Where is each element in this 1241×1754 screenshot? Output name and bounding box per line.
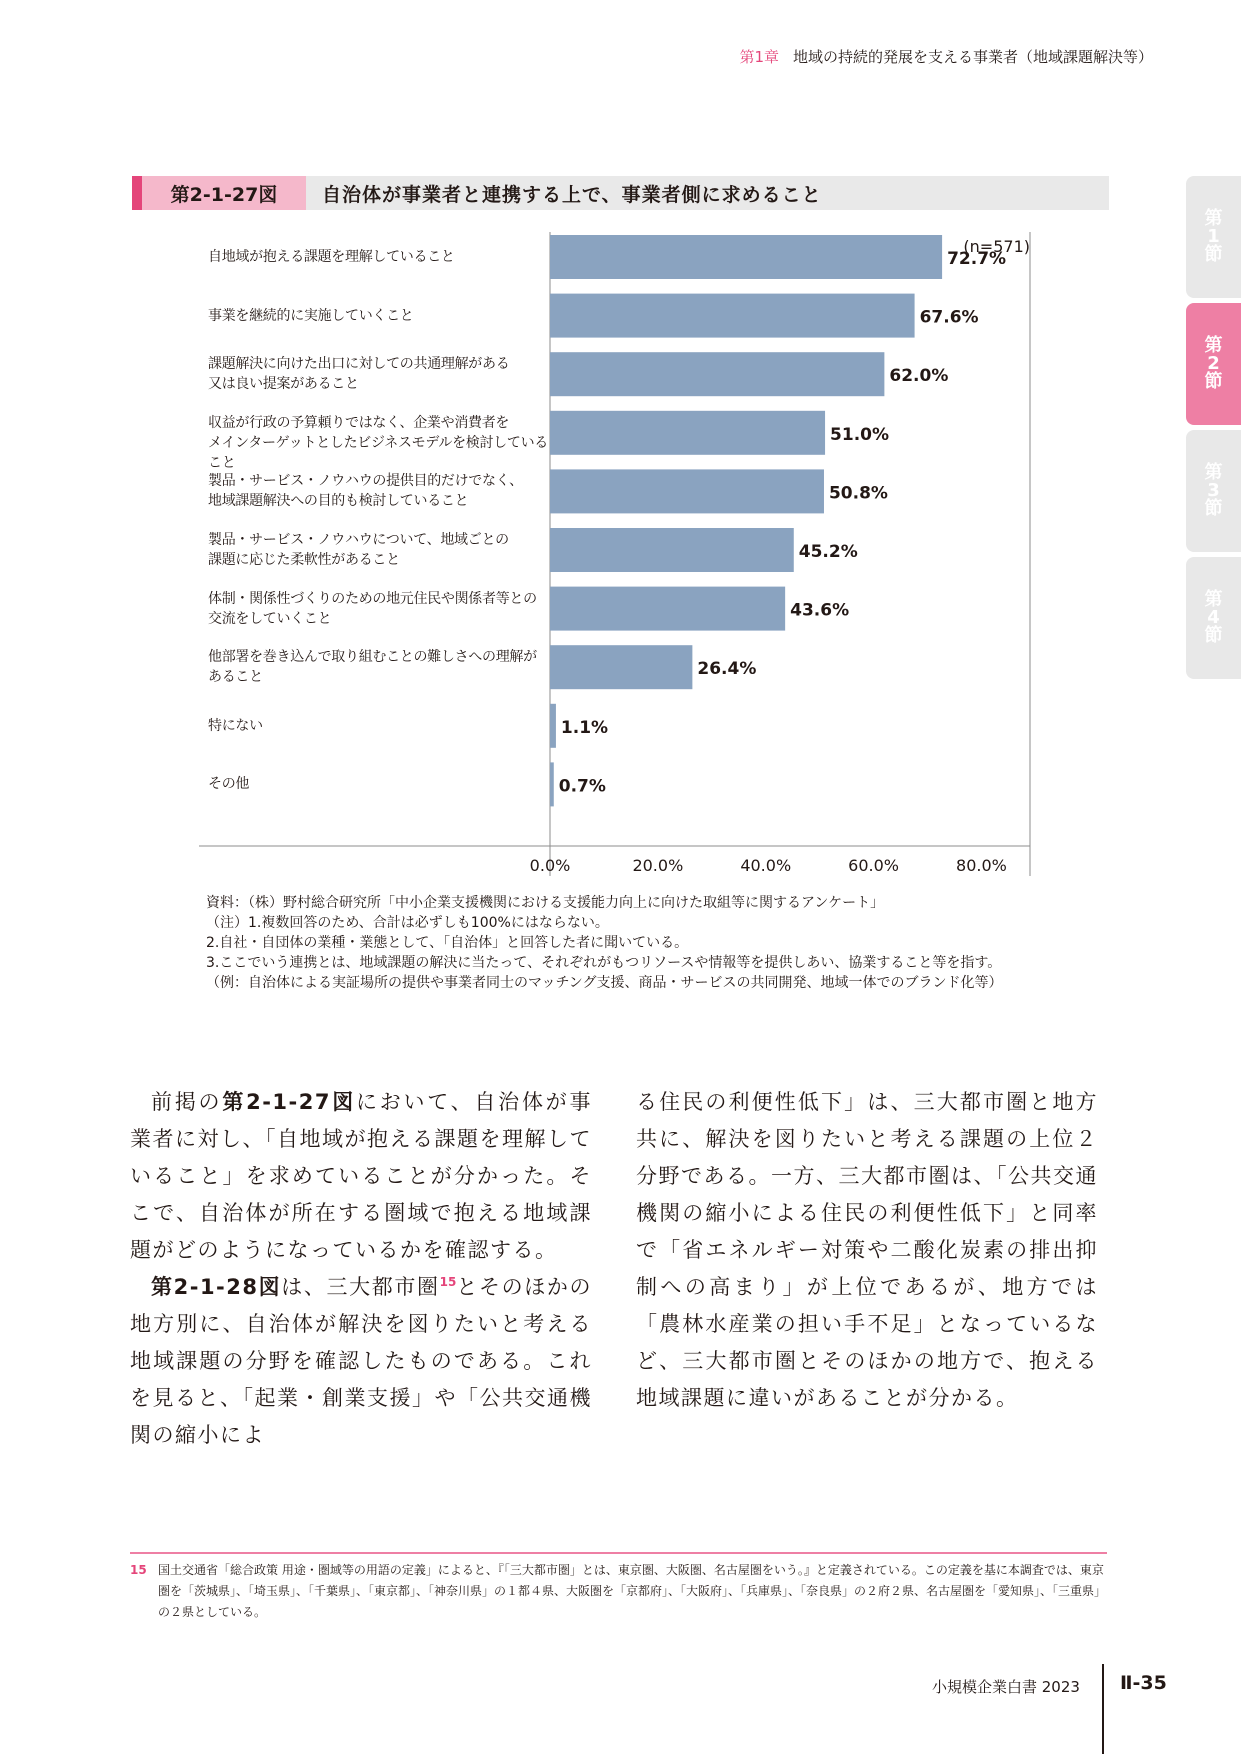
chart-notes (206, 893, 1002, 993)
footnote-ref: 15 (439, 1275, 457, 1289)
body-paragraph (130, 1269, 592, 1454)
footnote-text: 国土交通省「総合政策 用途・圏域等の用語の定義」によると、『「三大都市圏」とは、東京圏、大阪圏、名古屋圏をいう。』と定義されている。この定義を基に本調査では、東京圏を「茨城県」、「埼玉県」、「千葉県」、「東京都」、「神奈川県」の１都４県、大阪圏を「京都府」、「大阪府」、「兵庫県」、「奈良県」の２府２県、名古屋圏を「愛知県」、「三重県」の２県としている。 (158, 1563, 1107, 1619)
text-run: とそのほかの地方別に、自治体が解決を図りたいと考える地域課題の分野を確認したものである。これを見ると、「起業・創業支援」や「公共交通機関の縮小によ (130, 1275, 593, 1447)
bar (550, 762, 554, 806)
category-label (208, 247, 553, 267)
category-label-line: その他 (208, 776, 250, 793)
category-label-line: 課題解決に向けた出口に対しての共通理解がある (208, 356, 510, 373)
category-label-line: 特にない (208, 717, 263, 734)
body-paragraph (636, 1084, 1098, 1417)
x-tick-label: 80.0% (956, 856, 1007, 875)
side-tab-char: 第 (1204, 462, 1223, 483)
side-tab-section-3[interactable] (1186, 430, 1241, 552)
bar-value-label: 50.8% (828, 483, 888, 504)
figure-number: 第2-1-27図 (142, 176, 306, 210)
figure-title-bar (132, 176, 1109, 210)
figure-ref: 第2-1-27図 (222, 1090, 356, 1114)
side-tab-char: 節 (1204, 498, 1223, 519)
side-tab-section-1[interactable] (1186, 176, 1241, 298)
side-tab-char: 節 (1204, 371, 1223, 392)
category-label (208, 589, 553, 629)
category-label (208, 774, 553, 794)
side-tab-char: 第 (1204, 589, 1223, 610)
bar (550, 704, 556, 748)
category-label-line: 収益が行政の予算頼りではなく、企業や消費者を (208, 414, 510, 431)
text-run: において、自治体が事業者に対し、「自地域が抱える課題を理解していること」を求めていることが分かった。そこで、自治体が所在する圏域で抱える地域課題がどのようになっているかを確認する。 (130, 1090, 592, 1262)
category-label-line: 製品・サービス・ノウハウの提供目的だけでなく、 (208, 473, 523, 490)
sample-size-note: (n=571) (963, 237, 1030, 256)
category-label-line: メインターゲットとしたビジネスモデルを検討していること (208, 434, 548, 471)
figure-title-accent (132, 176, 142, 210)
x-tick-label: 40.0% (740, 856, 792, 875)
category-label-line: 他部署を巻き込んで取り組むことの難しさへの理解が (208, 649, 537, 666)
category-label (208, 647, 553, 687)
page-number-divider (1102, 1664, 1104, 1754)
side-tab-char: 4 (1207, 607, 1220, 628)
body-paragraph (130, 1084, 592, 1269)
bar (550, 352, 884, 396)
bar-value-label: 72.7% (947, 249, 1007, 269)
text-run: は、三大都市圏 (281, 1275, 440, 1299)
page-number: Ⅱ-35 (1120, 1672, 1167, 1694)
bar-value-label: 43.6% (790, 600, 850, 621)
chapter-number: 第1章 (739, 48, 779, 66)
category-label-line: 事業を継続的に実施していくこと (208, 307, 414, 324)
category-label (208, 306, 553, 326)
source-note: 資料：（株）野村総合研究所「中小企業支援機関における支援能力向上に向けた取組等に関するアンケート」 (206, 895, 885, 911)
category-label-line: 体制・関係性づくりのための地元住民や関係者等との (208, 590, 537, 607)
publication-name: 小規模企業白書 2023 (932, 1678, 1080, 1696)
chapter-title: 地域の持続的発展を支える事業者（地域課題解決等） (792, 48, 1153, 66)
note-line: 2.自社・自団体の業種・業態として、「自治体」と回答した者に聞いている。 (206, 935, 689, 951)
side-tab-char: 第 (1204, 208, 1223, 229)
footnote-number: 15 (130, 1563, 147, 1577)
figure-title: 自治体が事業者と連携する上で、事業者側に求めること (306, 176, 1109, 210)
figure-ref: 第2-1-28図 (151, 1275, 282, 1299)
category-label-line: 製品・サービス・ノウハウについて、地域ごとの (208, 532, 509, 548)
text-run: 前掲の (151, 1090, 223, 1114)
category-label-line: 課題に応じた柔軟性があること (208, 552, 400, 568)
category-label-line: 又は良い提案があること (208, 376, 359, 393)
category-label (208, 354, 553, 394)
bar (550, 235, 942, 279)
bar-value-label: 26.4% (697, 659, 757, 680)
side-tab-char: 1 (1207, 226, 1220, 247)
x-tick-label: 60.0% (848, 856, 900, 875)
x-tick-label: 20.0% (632, 856, 684, 875)
bar (550, 587, 785, 631)
note-line: 3.ここでいう連携とは、地域課題の解決に当たって、それぞれがもつリソースや情報等を提供しあい、協業すること等を指す。 (206, 955, 1002, 971)
footnote-divider (130, 1552, 1107, 1554)
note-line: （例：自治体による実証場所の提供や事業者同士のマッチング支援、商品・サービスの共同開発、地域一体でのブランド化等） (206, 975, 1003, 991)
category-label (208, 716, 553, 736)
bar-value-label: 0.7% (558, 776, 606, 797)
bar (550, 411, 825, 455)
running-head (739, 46, 1153, 67)
category-label-line: あること (208, 669, 263, 686)
side-tab-char: 節 (1204, 625, 1223, 646)
bar-value-label: 45.2% (798, 542, 858, 562)
bar-value-label: 67.6% (919, 307, 979, 328)
bar (550, 294, 915, 338)
category-label (208, 471, 553, 511)
category-label (208, 530, 553, 570)
body-column-right (636, 1084, 1098, 1417)
text-run: る住民の利便性低下」は、三大都市圏と地方共に、解決を図りたいと考える課題の上位２分野である。一方、三大都市圏は、「公共交通機関の縮小による住民の利便性低下」と同率で「省エネルギー対策や二酸化炭素の排出抑制への高まり」が上位であるが、地方では「農林水産業の担い手不足」となっているなど、三大都市圏とそのほかの地方で、抱える地域課題に違いがあることが分かる。 (636, 1090, 1098, 1410)
category-label-line: 地域課題解決への目的も検討していること (208, 493, 469, 510)
category-label (208, 413, 553, 473)
category-label-line: 交流をしていくこと (208, 610, 332, 627)
side-tab-char: 2 (1207, 353, 1220, 374)
side-tab-section-2[interactable] (1186, 303, 1241, 425)
footnote (130, 1560, 1110, 1623)
side-tab-section-4[interactable] (1186, 557, 1241, 679)
bar-value-label: 1.1% (560, 717, 609, 738)
side-tab-char: 3 (1207, 480, 1220, 501)
side-tab-char: 節 (1204, 244, 1223, 265)
bar (550, 528, 794, 572)
category-label-line: 自地域が抱える課題を理解していること (208, 249, 455, 265)
bar (550, 469, 824, 513)
side-tab-char: 第 (1204, 335, 1223, 356)
x-tick-label: 0.0% (529, 856, 571, 875)
body-column-left (130, 1084, 592, 1454)
note-line: （注）1.複数回答のため、合計は必ずしも100%にはならない。 (206, 915, 609, 931)
bar (550, 645, 692, 689)
bar-value-label: 51.0% (830, 424, 890, 445)
bar-value-label: 62.0% (889, 366, 949, 387)
